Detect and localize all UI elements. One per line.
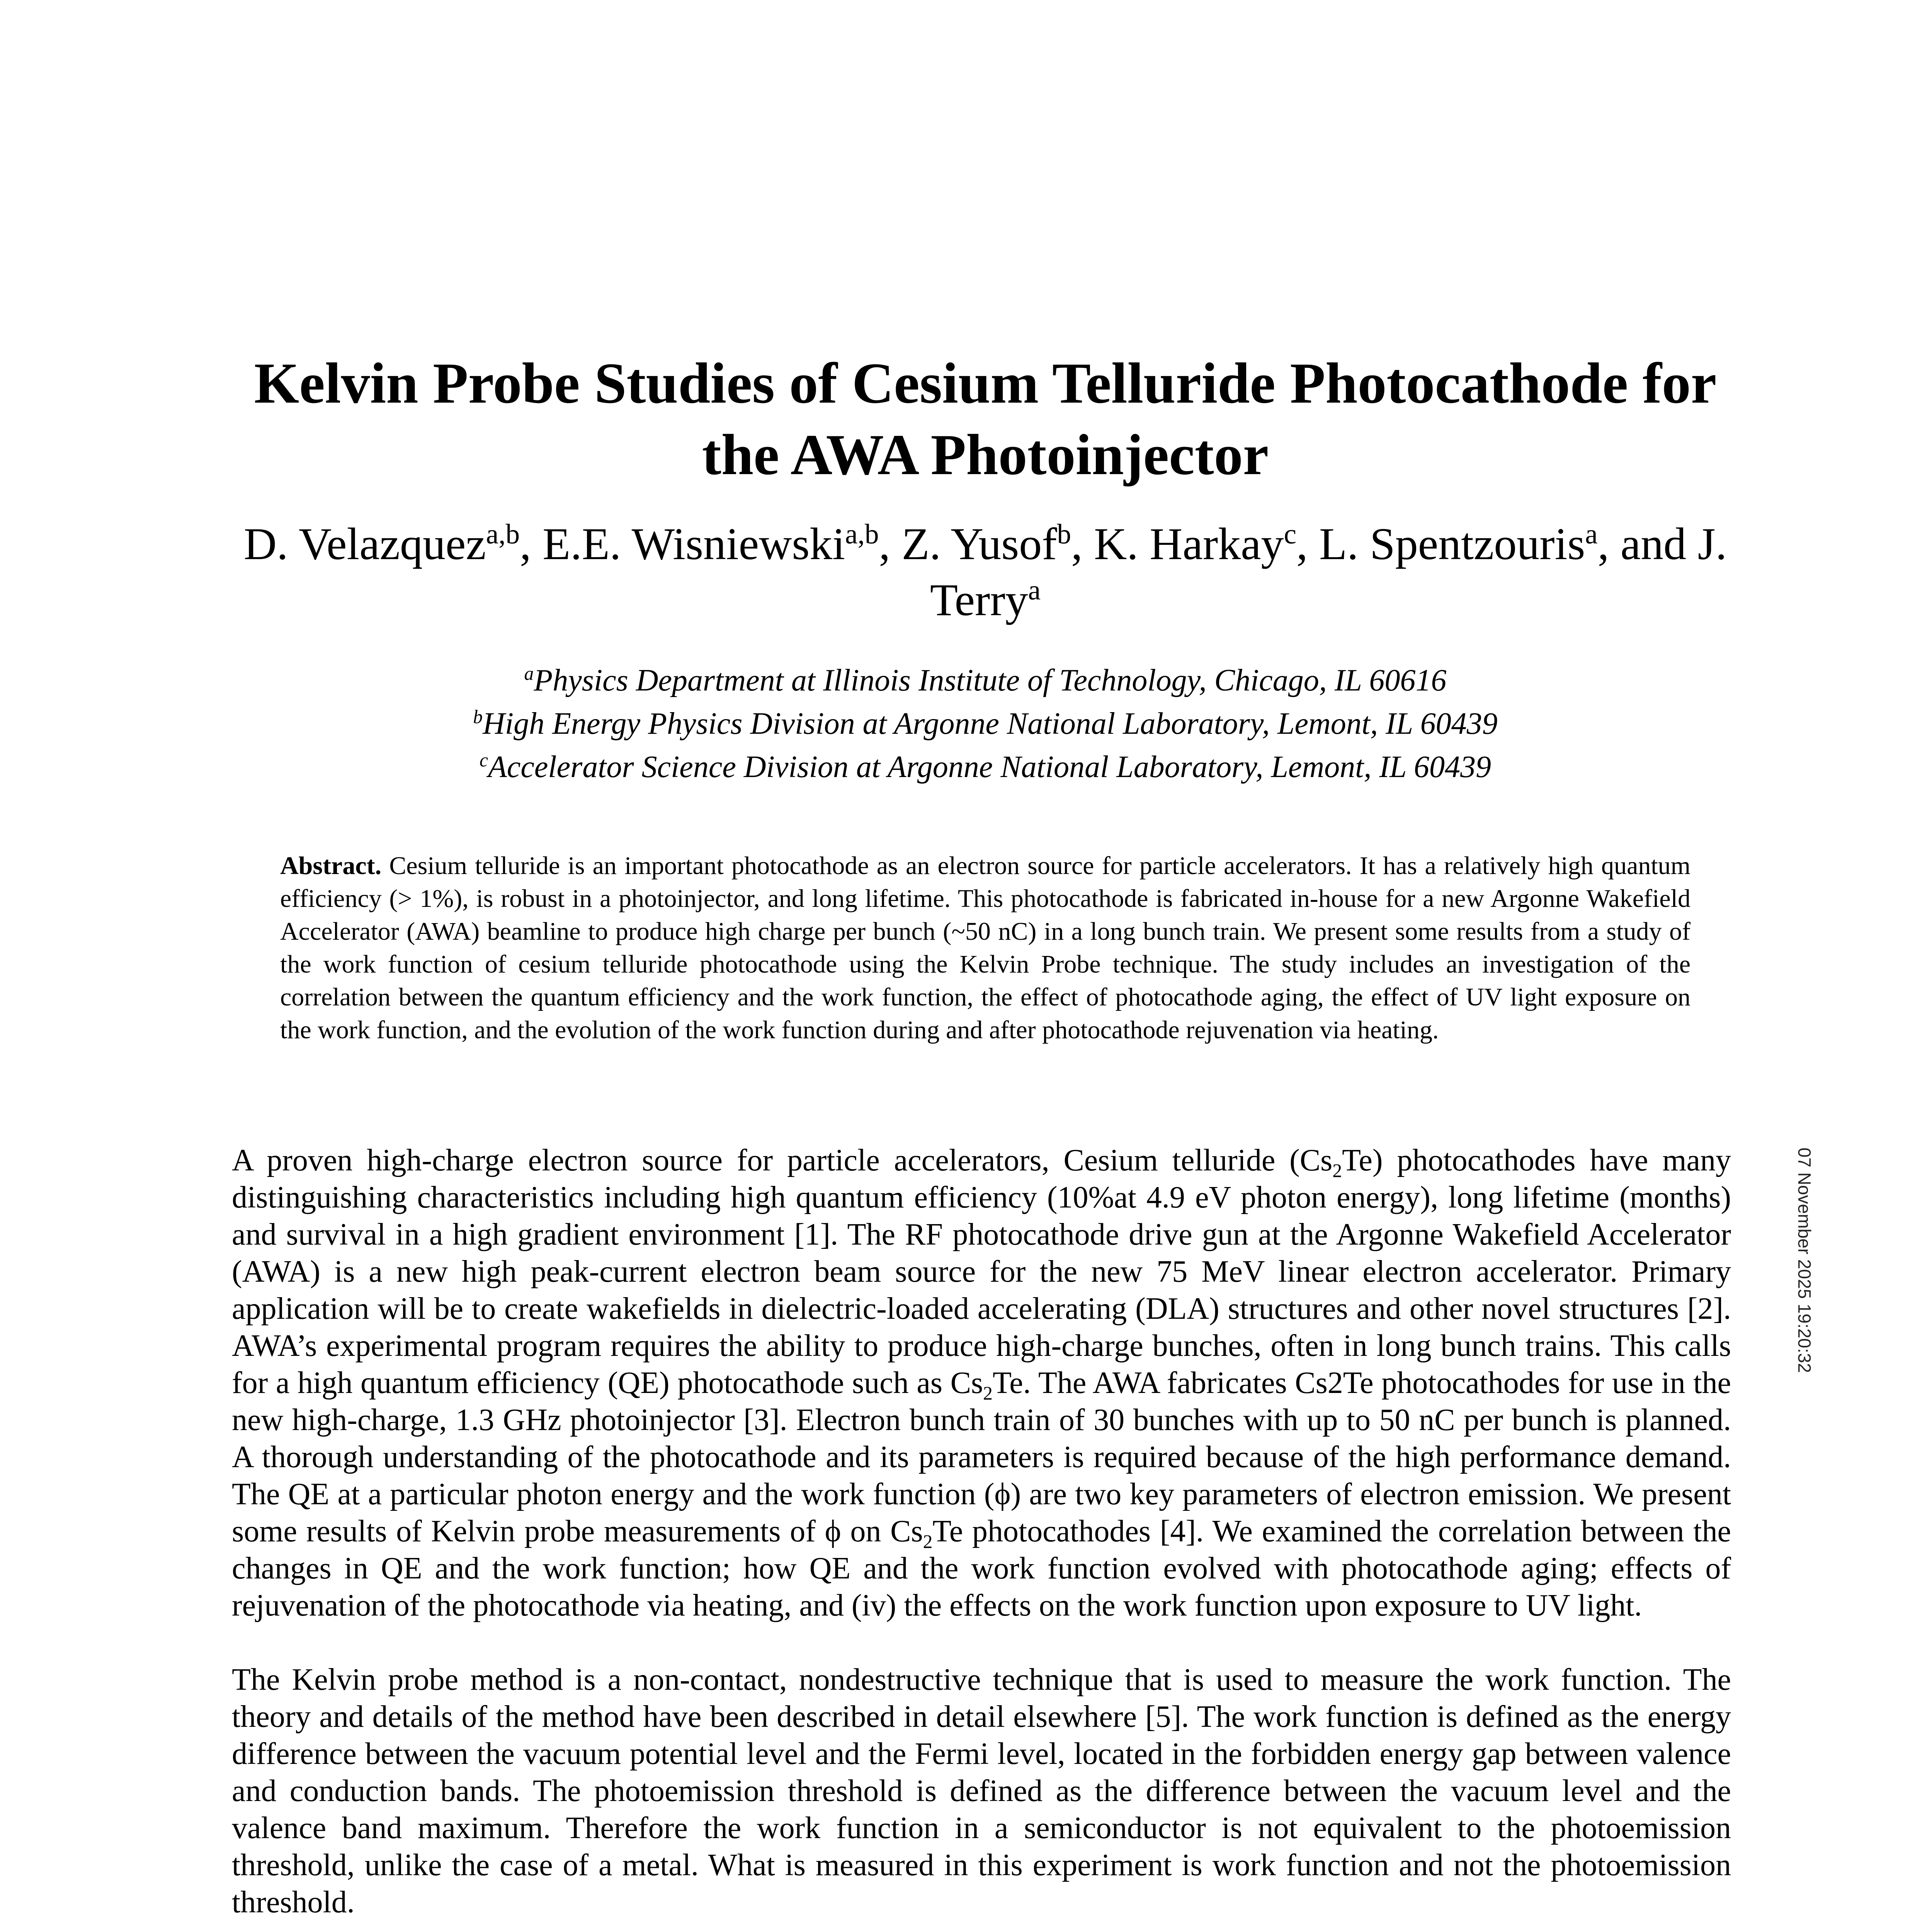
affiliation-mark: a xyxy=(524,663,534,684)
author-name: L. Spentzouris xyxy=(1319,519,1585,569)
affiliation-line xyxy=(193,659,1777,702)
affiliation-line xyxy=(193,745,1777,789)
paragraph-text: Te. The AWA fabricates Cs2Te photocathodes for use in the new high-charge, 1.3 GHz photoinjector [3]. Electron bunch train of 30 bunches with up to 50 nC per bunch is planned. A thorough understanding of the photocathode and its parameters is required because of the high performance demand. The QE at a particular photon energy and the work function (ϕ) are two key parameters of electron emission. We present some results of Kelvin probe measurements of ϕ on Cs xyxy=(232,1366,1731,1548)
author-name: D. Velazquez xyxy=(243,519,486,569)
affiliation-list xyxy=(193,659,1777,789)
affiliation-text: High Energy Physics Division at Argonne National Laboratory, Lemont, IL 60439 xyxy=(483,707,1498,741)
author-name: Z. Yusof xyxy=(901,519,1057,569)
subscript: 2 xyxy=(1332,1160,1342,1181)
author-separator: , and xyxy=(1597,519,1698,569)
paragraph-text: Te) photocathodes have many distinguishing characteristics including high quantum efficiency (10%at 4.9 eV photon energy), long lifetime (months) and survival in a high gradient environment [1]. The RF photocathode drive gun at the Argonne Wakefield Accelerator (AWA) is a new high peak-current electron beam source for the new 75 MeV linear electron accelerator. Primary application will be to create wakefields in dielectric-loaded accelerating (DLA) structures and other novel structures [2]. AWA’s experimental program requires the ability to produce high-charge bunches, often in long bunch trains. This calls for a high quantum efficiency (QE) photocathode such as Cs xyxy=(232,1143,1731,1400)
abstract-text: Cesium telluride is an important photocathode as an electron source for particle accelerators. It has a relatively high quantum efficiency (> 1%), is robust in a photoinjector, and long lifetime. This photocathode is fabricated in-house for a new Argonne Wakefield Accelerator (AWA) beamline to produce high charge per bunch (~50 nC) in a long bunch train. We present some results from a study of the work function of cesium telluride photocathode using the Kelvin Probe technique. The study includes an investigation of the correlation between the quantum efficiency and the work function, the effect of photocathode aging, the effect of UV light exposure on the work function, and the evolution of the work function during and after photocathode rejuvenation via heating. xyxy=(280,852,1690,1044)
paragraph-text: Te photocathodes [4]. We examined the correlation between the changes in QE and the work function; how QE and the work function evolved with photocathode aging; effects of rejuvenation of the photocathode via heating, and (iv) the effects on the work function upon exposure to UV light. xyxy=(232,1514,1731,1622)
author-affiliation-mark: a,b xyxy=(486,518,520,550)
body-paragraph xyxy=(232,1661,1731,1921)
paper-title xyxy=(193,348,1777,491)
author-name: E.E. Wisniewski xyxy=(543,519,845,569)
subscript: 2 xyxy=(983,1383,993,1404)
affiliation-line xyxy=(193,702,1777,745)
author-affiliation-mark: b xyxy=(1057,518,1071,550)
affiliation-mark: b xyxy=(473,706,483,728)
author-name: J. Terry xyxy=(930,519,1727,625)
author-separator: , xyxy=(1071,519,1094,569)
author-separator: , xyxy=(879,519,902,569)
abstract xyxy=(280,849,1690,1046)
author-list xyxy=(193,516,1777,628)
title-line-1: Kelvin Probe Studies of Cesium Telluride Photocathode for xyxy=(254,351,1717,415)
author-affiliation-mark: a,b xyxy=(845,518,879,550)
paragraph-text: The Kelvin probe method is a non-contact, nondestructive technique that is used to measure the work function. The theory and details of the method have been described in detail elsewhere [5]. The work function is defined as the energy difference between the vacuum potential level and the Fermi level, located in the forbidden energy gap between valence and conduction bands. The photoemission threshold is defined as the difference between the vacuum level and the valence band maximum. Therefore the work function in a semiconductor is not equivalent to the photoemission threshold, unlike the case of a metal. What is measured in this experiment is work function and not the photoemission threshold. xyxy=(232,1663,1731,1919)
abstract-label: Abstract. xyxy=(280,852,382,880)
author-affiliation-mark: a xyxy=(1028,574,1041,606)
affiliation-text: Physics Department at Illinois Institute of Technology, Chicago, IL 60616 xyxy=(534,663,1447,697)
author-separator: , xyxy=(520,519,543,569)
affiliation-mark: c xyxy=(479,749,488,771)
body-paragraph xyxy=(232,1142,1731,1624)
body-text xyxy=(232,1142,1731,1932)
author-affiliation-mark: a xyxy=(1585,518,1598,550)
author-affiliation-mark: c xyxy=(1284,518,1297,550)
affiliation-text: Accelerator Science Division at Argonne National Laboratory, Lemont, IL 60439 xyxy=(488,750,1492,784)
download-stamp: 07 November 2025 19:20:32 xyxy=(1794,1148,1815,1373)
title-line-2: the AWA Photoinjector xyxy=(702,423,1269,487)
paragraph-text: A proven high-charge electron source for particle accelerators, Cesium telluride (Cs xyxy=(232,1143,1333,1177)
author-separator: , xyxy=(1296,519,1320,569)
subscript: 2 xyxy=(923,1531,933,1552)
author-name: K. Harkay xyxy=(1094,519,1284,569)
